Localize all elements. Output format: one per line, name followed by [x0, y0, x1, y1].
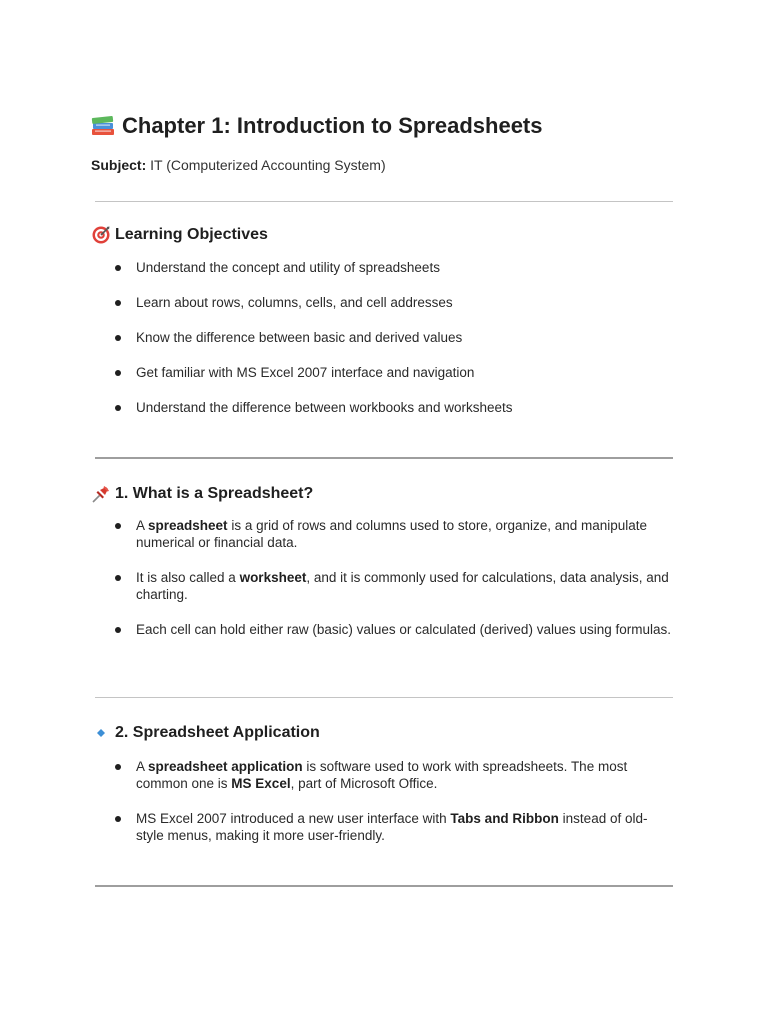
- books-icon: [90, 114, 116, 138]
- section1-list: [113, 517, 673, 656]
- list-item: A spreadsheet application is software used to work with spreadsheets. The most common one is MS Excel, part of Microsoft Office.: [113, 758, 673, 792]
- list-item: MS Excel 2007 introduced a new user interface with Tabs and Ribbon instead of old-style menus, making it more user-friendly.: [113, 810, 673, 844]
- subject-line: [91, 157, 386, 173]
- divider: [95, 885, 673, 887]
- subject-value: IT (Computerized Accounting System): [150, 157, 386, 173]
- divider: [95, 201, 673, 202]
- subject-label: Subject:: [91, 157, 147, 173]
- learning-objectives-heading: [91, 225, 268, 245]
- heading-text: 1. What is a Spreadsheet?: [115, 485, 314, 502]
- title-text: Chapter 1: Introduction to Spreadsheets: [122, 113, 543, 138]
- list-item: Understand the concept and utility of spreadsheets: [113, 259, 673, 276]
- divider: [95, 457, 673, 459]
- list-item: Each cell can hold either raw (basic) values or calculated (derived) values using formulas.: [113, 621, 673, 638]
- list-item: Understand the difference between workbooks and worksheets: [113, 399, 673, 416]
- list-item: A spreadsheet is a grid of rows and columns used to store, organize, and manipulate numerical or financial data.: [113, 517, 673, 551]
- heading-text: Learning Objectives: [115, 226, 268, 243]
- list-item: It is also called a worksheet, and it is commonly used for calculations, data analysis, and charting.: [113, 569, 673, 603]
- list-item: Learn about rows, columns, cells, and cell addresses: [113, 294, 673, 311]
- divider: [95, 697, 673, 698]
- pushpin-icon: [91, 484, 111, 504]
- heading-text: 2. Spreadsheet Application: [115, 724, 320, 741]
- objectives-list: [113, 259, 673, 434]
- list-item: Get familiar with MS Excel 2007 interface and navigation: [113, 364, 673, 381]
- target-icon: [91, 225, 111, 245]
- list-item: Know the difference between basic and derived values: [113, 329, 673, 346]
- page-title: [90, 113, 543, 139]
- blue-diamond-icon: [91, 723, 111, 743]
- section2-heading: [91, 723, 320, 743]
- section1-heading: [91, 484, 313, 504]
- section2-list: [113, 758, 673, 862]
